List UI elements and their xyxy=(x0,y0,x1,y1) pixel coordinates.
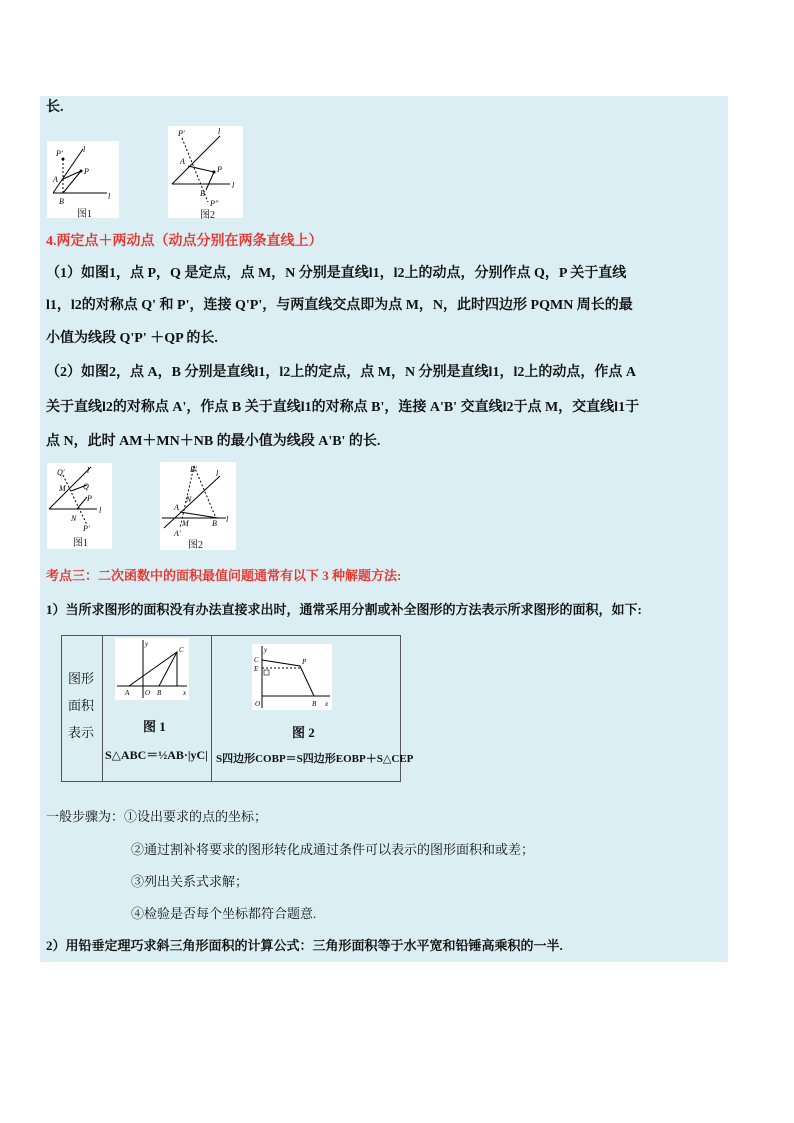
svg-text:B: B xyxy=(312,700,317,708)
figure-caption: 图1 xyxy=(77,209,92,220)
svg-text:O: O xyxy=(145,689,151,697)
svg-text:B: B xyxy=(59,197,64,206)
svg-text:P: P xyxy=(84,167,89,176)
figure1-cell xyxy=(103,636,212,781)
svg-text:l: l xyxy=(83,145,86,154)
figure-caption: 图 2 xyxy=(292,725,315,740)
paragraph-line: l1，l2的对称点 Q' 和 P'，连接 Q'P'，与两直线交点即为点 M，N，此时四边形 PQMN 周长的最 xyxy=(46,298,633,313)
svg-text:A: A xyxy=(180,157,185,166)
formula-2: S四边形COBP＝S四边形EOBP＋S△CEP xyxy=(216,753,414,765)
svg-text:P': P' xyxy=(83,524,90,533)
svg-text:P': P' xyxy=(178,129,185,138)
figure-b2 xyxy=(160,462,236,550)
paragraph-line: （2）如图2，点 A，B 分别是直线l1，l2上的定点，点 M，N 分别是直线l1，l2上的动点，作点 A xyxy=(46,365,636,380)
svg-text:M: M xyxy=(59,484,66,493)
figure-a2 xyxy=(168,126,243,221)
figure-caption: 图2 xyxy=(200,210,215,221)
section-heading: 4.两定点＋两动点（动点分别在两条直线上） xyxy=(46,234,323,249)
area-table xyxy=(61,635,414,782)
svg-text:Q': Q' xyxy=(57,468,65,477)
svg-text:l: l xyxy=(232,181,235,190)
figure2-cell xyxy=(212,636,414,781)
svg-text:N: N xyxy=(71,514,77,523)
step-item: ③列出关系式求解； xyxy=(131,874,249,889)
figure-caption: 图 1 xyxy=(143,719,166,734)
row-label: 面积 xyxy=(68,698,95,713)
svg-text:Q: Q xyxy=(83,482,89,491)
continued-text: 长. xyxy=(46,100,64,115)
svg-text:y: y xyxy=(145,640,149,648)
svg-text:x: x xyxy=(325,700,329,708)
svg-text:l: l xyxy=(108,192,111,201)
topic-heading: 考点三：二次函数中的面积最值问题通常有以下 3 种解题方法: xyxy=(46,568,402,583)
paragraph-line: 小值为线段 Q'P' ＋QP 的长. xyxy=(46,331,218,346)
paragraph-line: 点 N，此时 AM＋MN＋NB 的最小值为线段 A'B' 的长. xyxy=(46,434,381,449)
method-1: 1）当所求图形的面积没有办法直接求出时，通常采用分割或补全图形的方法表示所求图形的面积，如下: xyxy=(46,602,642,617)
svg-text:A': A' xyxy=(174,529,181,538)
content-panel xyxy=(40,96,728,962)
paragraph-line: （1）如图1，点 P，Q 是定点，点 M，N 分别是直线l1，l2上的动点，分别作点 Q，P 关于直线 xyxy=(46,266,627,281)
method-2: 2）用铅垂定理巧求斜三角形面积的计算公式：三角形面积等于水平宽和铅锤高乘积的一半. xyxy=(46,938,563,953)
svg-text:A: A xyxy=(53,175,58,184)
formula-1: S△ABC＝½AB·|yC| xyxy=(105,748,208,762)
svg-text:P: P xyxy=(302,658,307,666)
paragraph-line: 关于直线l2的对称点 A'，作点 B 关于直线l1的对称点 B'，连接 A'B' 交直线l2于点 M，交直线l1于 xyxy=(46,400,640,415)
svg-text:N: N xyxy=(186,495,192,504)
svg-text:P: P xyxy=(217,165,222,174)
svg-text:M: M xyxy=(182,519,189,528)
svg-text:l: l xyxy=(218,127,221,136)
figure-b1 xyxy=(47,463,112,549)
graph-figure-1 xyxy=(115,638,189,700)
svg-text:E: E xyxy=(254,665,259,673)
svg-text:l: l xyxy=(99,506,102,515)
steps-intro: 一般步骤为：①设出要求的点的坐标； xyxy=(46,809,268,824)
graph-figure-2 xyxy=(252,644,332,710)
svg-text:l: l xyxy=(216,469,219,478)
svg-text:P': P' xyxy=(56,149,63,158)
svg-text:B: B xyxy=(212,519,217,528)
svg-text:C: C xyxy=(254,656,259,664)
figure-caption: 图1 xyxy=(73,538,88,549)
svg-text:O: O xyxy=(255,700,261,708)
svg-text:A: A xyxy=(125,689,130,697)
svg-text:B: B xyxy=(157,689,162,697)
step-item: ④检验是否每个坐标都符合题意. xyxy=(131,906,317,921)
figure-caption: 图2 xyxy=(188,540,203,551)
svg-text:y: y xyxy=(264,646,268,654)
svg-text:P: P xyxy=(87,494,92,503)
svg-text:B': B' xyxy=(190,465,197,474)
svg-text:A: A xyxy=(174,503,179,512)
row-label: 表示 xyxy=(68,725,95,740)
svg-text:B: B xyxy=(200,189,205,198)
svg-text:l: l xyxy=(87,466,90,475)
svg-text:l: l xyxy=(226,515,229,524)
svg-text:x: x xyxy=(183,689,187,697)
figure-a1 xyxy=(47,141,119,218)
row-label: 图形 xyxy=(68,671,95,686)
step-item: ②通过割补将要求的图形转化成通过条件可以表示的图形面积和或差； xyxy=(131,842,535,857)
row-label-cell xyxy=(62,636,103,781)
svg-text:P'': P'' xyxy=(210,199,219,208)
svg-text:C: C xyxy=(179,646,184,654)
